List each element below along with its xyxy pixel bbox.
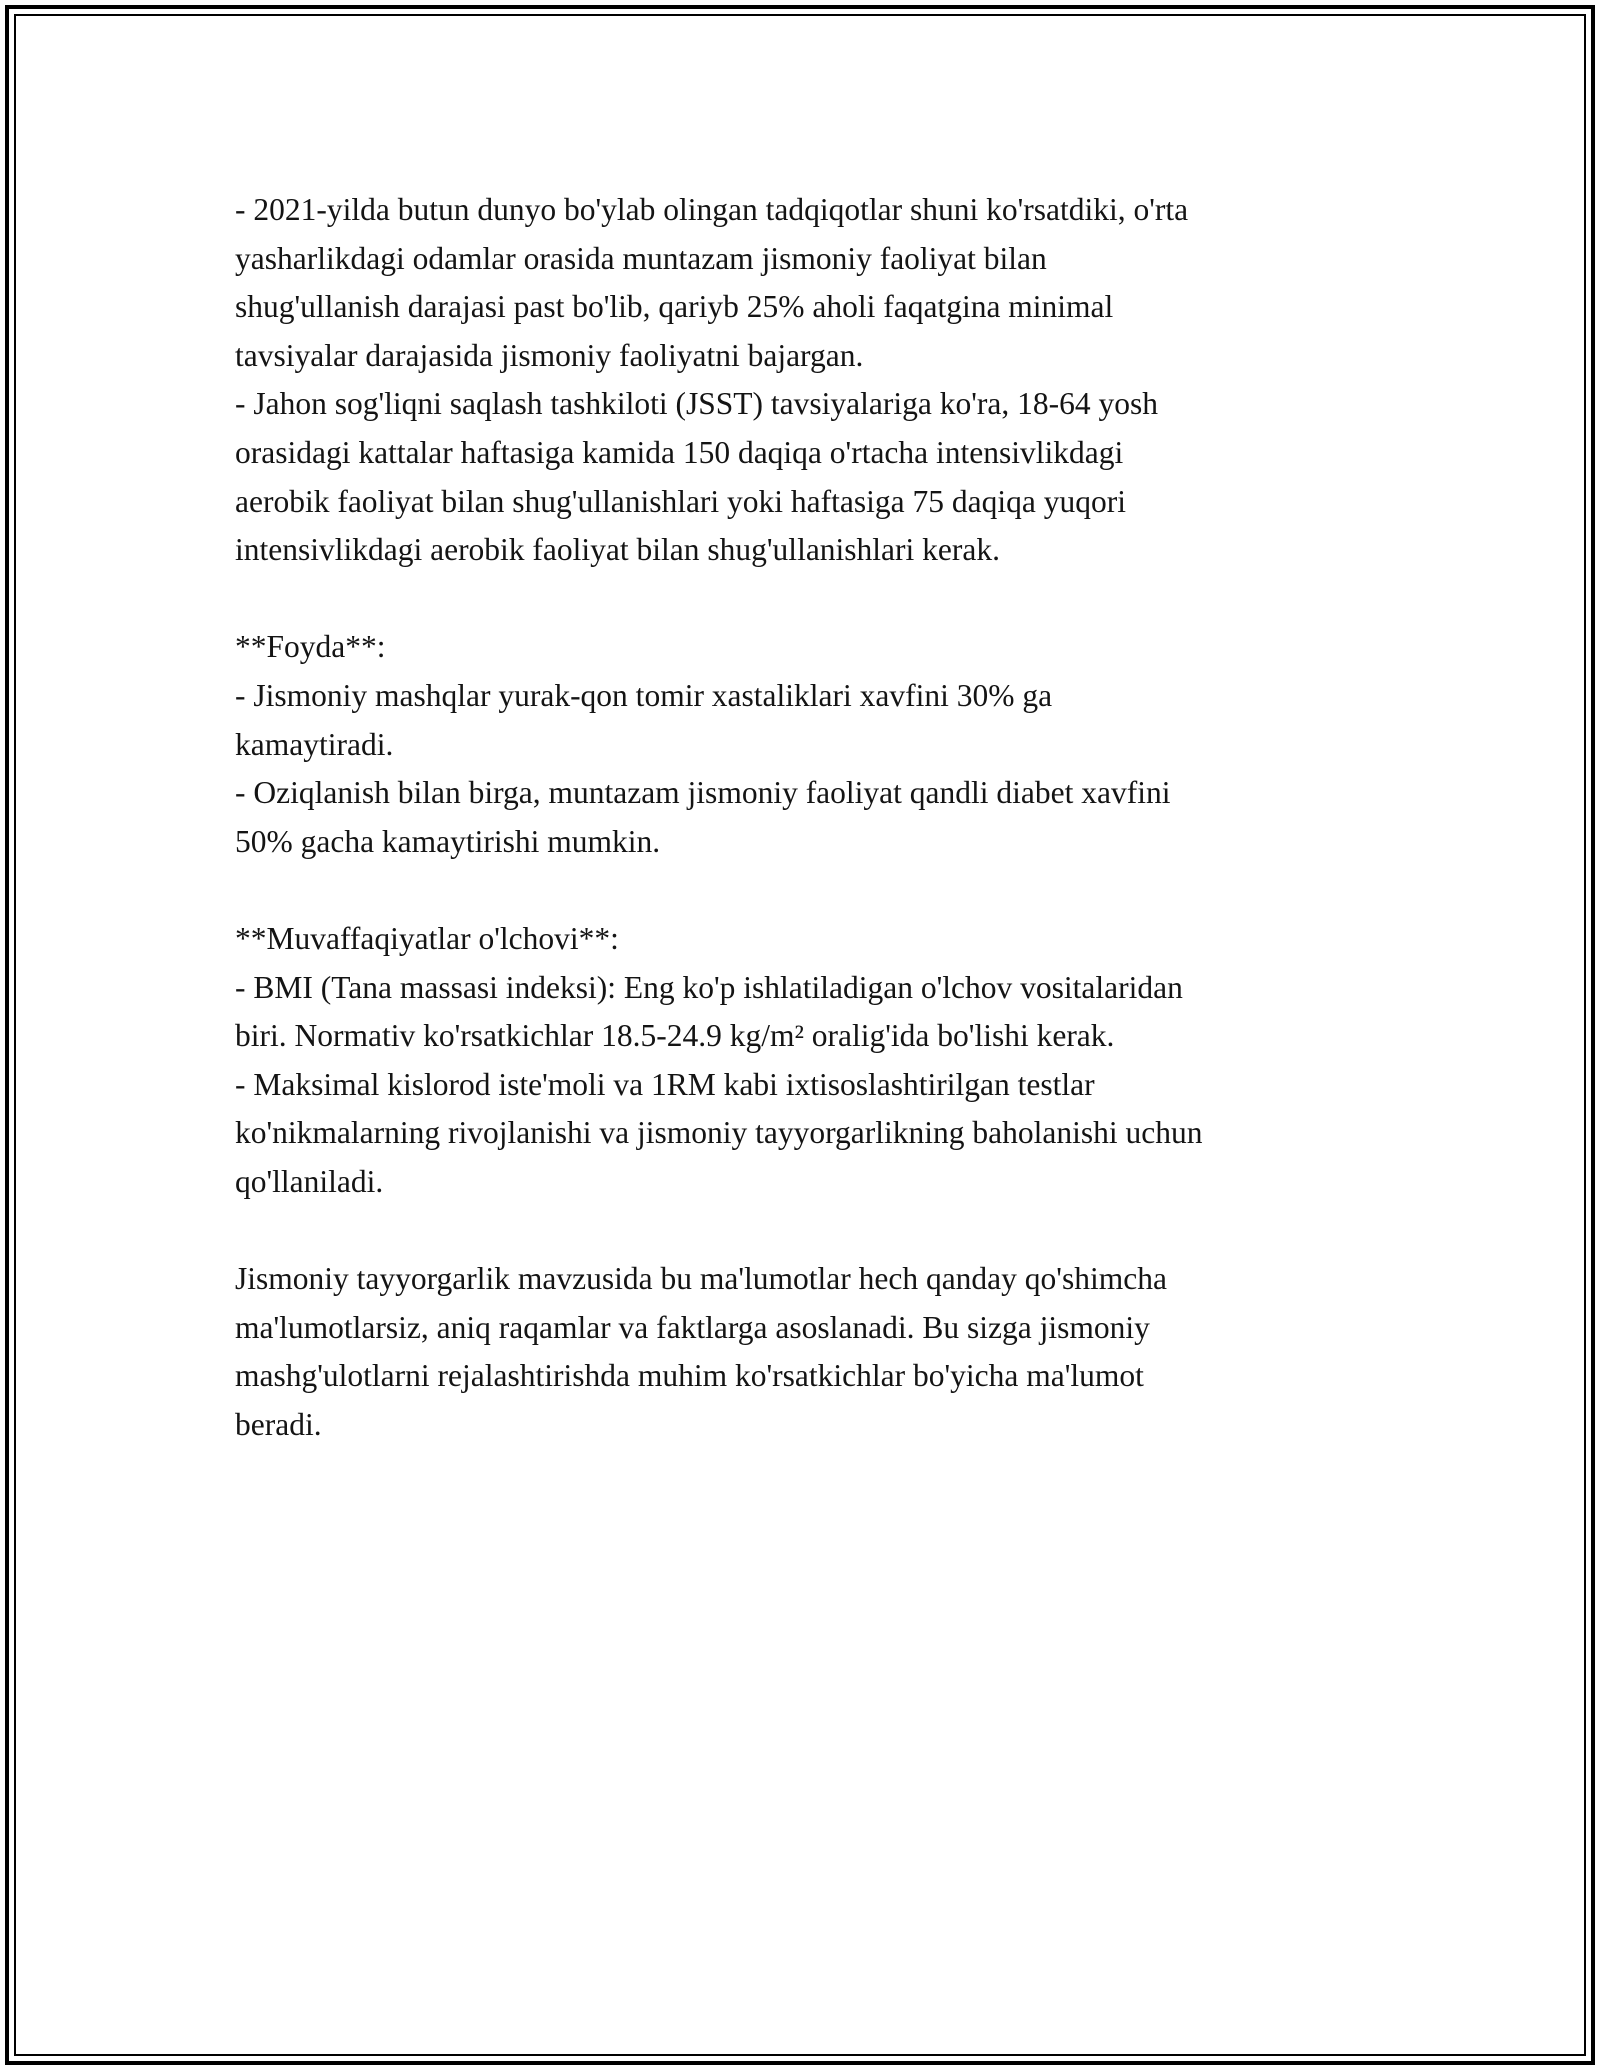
text-line: kamaytiradi. [235,726,394,762]
text-line: 50% gacha kamaytirishi mumkin. [235,823,661,859]
text-line: orasidagi kattalar haftasiga kamida 150 daqiqa o'rtacha intensivlikdagi [235,434,1124,470]
text-line: intensivlikdagi aerobik faoliyat bilan shug'ullanishlari kerak. [235,532,1000,568]
text-line: shug'ullanish darajasi past bo'lib, qariyb 25% aholi faqatgina minimal [235,289,1114,325]
text-line: - Maksimal kislorod iste'moli va 1RM kabi ixtisoslashtirilgan testlar [235,1066,1095,1102]
text-line: - 2021-yilda butun dunyo bo'ylab olingan tadqiqotlar shuni ko'rsatdiki, o'rta [235,192,1189,227]
paragraph-statistics [235,186,1375,575]
paragraph-benefits [235,623,1375,866]
text-line: - BMI (Tana massasi indeksi): Eng ko'p ishlatiladigan o'lchov vositalaridan [235,969,1183,1005]
section-heading: **Foyda**: [235,629,386,665]
text-line: mashg'ulotlarni rejalashtirishda muhim ko'rsatkichlar bo'yicha ma'lumot [235,1358,1144,1394]
document-body [235,186,1375,1449]
paragraph-spacer [235,1206,1375,1255]
text-line: - Jahon sog'liqni saqlash tashkiloti (JSST) tavsiyalariga ko'ra, 18-64 yosh [235,386,1158,422]
text-line: yasharlikdagi odamlar orasida muntazam jismoniy faoliyat bilan [235,240,1047,276]
text-line: ko'nikmalarning rivojlanishi va jismoniy tayyorgarlikning baholanishi uchun [235,1115,1203,1151]
paragraph-measurements [235,915,1375,1207]
text-line: aerobik faoliyat bilan shug'ullanishlari yoki haftasiga 75 daqiqa yuqori [235,483,1126,519]
text-line: ma'lumotlarsiz, aniq raqamlar va faktlarga asoslanadi. Bu sizga jismoniy [235,1309,1150,1345]
text-line: qo'llaniladi. [235,1163,384,1199]
text-line: biri. Normativ ko'rsatkichlar 18.5-24.9 kg/m² oralig'ida bo'lishi kerak. [235,1018,1115,1054]
paragraph-spacer [235,575,1375,624]
paragraph-spacer [235,866,1375,915]
section-heading: **Muvaffaqiyatlar o'lchovi**: [235,920,619,956]
text-line: - Oziqlanish bilan birga, muntazam jismoniy faoliyat qandli diabet xavfini [235,775,1171,811]
text-line: tavsiyalar darajasida jismoniy faoliyatni bajargan. [235,337,864,373]
text-line: beradi. [235,1406,322,1442]
paragraph-conclusion [235,1255,1375,1449]
text-line: - Jismoniy mashqlar yurak-qon tomir xastaliklari xavfini 30% ga [235,677,1053,713]
text-line: Jismoniy tayyorgarlik mavzusida bu ma'lumotlar hech qanday qo'shimcha [235,1261,1167,1297]
